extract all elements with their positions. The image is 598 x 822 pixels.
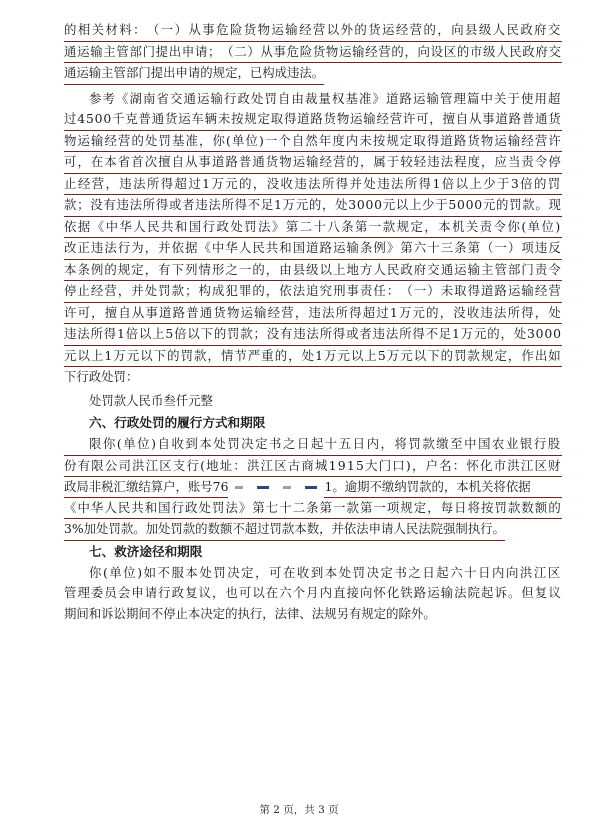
- text-line: 改 正 违 法 行 为 ， 并 依 据 《 中 华 人 民 共 和 国 道 路 运 输 条 例 》 第 六 十 三 条 第 （ 一 ） 项 违 反: [64, 238, 562, 260]
- text-line: 通 运 输 主 管 部 门 提 出 申 请 ； （ 二 ） 从 事 危 险 货 物 运 输 经 营 的 ， 向 设 区 的 市 级 人 民 政 府 交: [64, 42, 562, 64]
- text-line: 停 止 经 营 ， 并 处 罚 款 ； 构 成 犯 罪 的 ， 依 法 追 究 刑 事 责 任 ： （ 一 ） 未 取 得 道 路 运 输 经 营: [64, 281, 562, 303]
- text-line: 许 可 ， 擅 自 从 事 道 路 普 通 货 物 运 输 经 营 ， 违 法 所 得 超 过 1 万 元 的 ， 没 收 违 法 所 得 ， 处: [64, 303, 562, 325]
- text-line: 3%加处罚款。加处罚款的数额不超过罚款本数，并依法申请人民法院强制执行。: [64, 519, 505, 541]
- text-line: 份 有 限 公 司 洪 江 区 支 行 ( 地 址 ： 洪 江 区 古 商 城 1 9 1 5 大 门 口 ) ， 户 名 ： 怀 化 市 洪 江 区 财: [64, 456, 562, 478]
- overdue-clause: 1。逾期不缴纳罚款的，本机关将依据: [324, 477, 562, 498]
- text-line: 管 理 委 员 会 申 请 行 政 复 议 ， 也 可 以 在 六 个 月 内 直 接 向 怀 化 铁 路 运 输 法 院 起 诉 。 但 复 议: [64, 585, 561, 600]
- text-line: 过 4 5 0 0 千 克 普 通 货 运 车 辆 未 按 规 定 取 得 道 路 货 物 运 输 经 营 许 可 ， 擅 自 从 事 道 路 普 通 货: [64, 109, 562, 131]
- text-line: [64, 477, 562, 498]
- text-line: 你 ( 单 位 ) 如 不 服 本 处 罚 决 定 ， 可 在 收 到 本 处 罚 决 定 书 之 日 起 六 十 日 内 向 洪 江 区: [89, 564, 561, 580]
- section-6-body: [64, 434, 562, 541]
- materials-paragraph: [64, 20, 562, 85]
- text-line: 下行政处罚：: [64, 369, 139, 384]
- text-line: 物 运 输 经 营 的 处 罚 基 准 ， 你 ( 单 位 ) 一 个 自 然 年 度 内 未 按 规 定 取 得 道 路 货 物 运 输 经 营 许: [64, 131, 562, 153]
- account-prefix: 政局非税汇缴结算户，账号76: [64, 477, 228, 498]
- section-7-body: [64, 563, 562, 625]
- text-line: 《 中 华 人 民 共 和 国 行 政 处 罚 法 》 第 七 十 二 条 第 一 款 第 一 项 规 定 ， 每 日 将 按 罚 款 数 额 的: [64, 498, 562, 520]
- text-line: 止 经 营 ， 违 法 所 得 超 过 1 万 元 的 ， 没 收 违 法 所 得 并 处 违 法 所 得 1 倍 以 上 少 于 3 倍 的 罚: [64, 174, 562, 196]
- reference-paragraph: [64, 89, 562, 388]
- redacted-account-number: [228, 477, 324, 498]
- text-line: 违 法 所 得 1 倍 以 上 5 倍 以 下 的 罚 款 ； 没 有 违 法 所 得 或 者 违 法 所 得 不 足 1 万 元 的 ， 处 3 0 0 0: [64, 324, 562, 346]
- text-line: 限 你 ( 单 位 ) 自 收 到 本 处 罚 决 定 书 之 日 起 十 五 日 内 ， 将 罚 款 缴 至 中 国 农 业 银 行 股: [64, 434, 562, 456]
- text-line: 的 相 关 材 料 ： （ 一 ） 从 事 危 险 货 物 运 输 经 营 以 外 的 货 运 经 营 的 ， 向 县 级 人 民 政 府 交: [64, 20, 562, 42]
- text-line: 可 ， 在 本 省 首 次 擅 自 从 事 道 路 普 通 货 物 运 输 经 营 的 ， 属 于 较 轻 违 法 程 度 ， 应 当 责 令 停: [64, 152, 562, 174]
- text-line: 期间和诉讼期间不停止本决定的执行，法律、法规另有规定的除外。: [64, 605, 436, 621]
- text-line: 款 ； 没 有 违 法 所 得 或 者 违 法 所 得 不 足 1 万 元 的 ， 处 3 0 0 0 元 以 上 少 于 5 0 0 0 元 的 罚 款 。 现: [64, 195, 562, 217]
- section-6-heading: 六、行政处罚的履行方式和期限: [89, 415, 266, 430]
- text-line: 本 条 例 的 规 定 ， 有 下 列 情 形 之 一 的 ， 由 县 级 以 上 地 方 人 民 政 府 交 通 运 输 主 管 部 门 责 令: [64, 260, 562, 282]
- text-line: 元 以 上 1 万 元 以 下 的 罚 款 ， 情 节 严 重 的 ， 处 1 万 元 以 上 5 万 元 以 下 的 罚 款 规 定 ， 作 出 如: [64, 346, 562, 368]
- penalty-amount: 处罚款人民币叁仟元整: [64, 392, 562, 413]
- section-7-heading: 七、救济途径和期限: [89, 543, 203, 559]
- text-line: 通运输主管部门提出申请的规定，已构成违法。: [64, 63, 324, 85]
- text-line: 依 据 《 中 华 人 民 共 和 国 行 政 处 罚 法 》 第 二 十 八 条 第 一 款 规 定 ， 本 机 关 责 令 你 ( 单 位 ): [64, 217, 562, 239]
- page-footer: 第 2 页，共 3 页: [259, 804, 339, 816]
- text-line: 参 考 《 湖 南 省 交 通 运 输 行 政 处 罚 自 由 裁 量 权 基 准 》 道 路 运 输 管 理 篇 中 关 于 使 用 超: [89, 90, 561, 106]
